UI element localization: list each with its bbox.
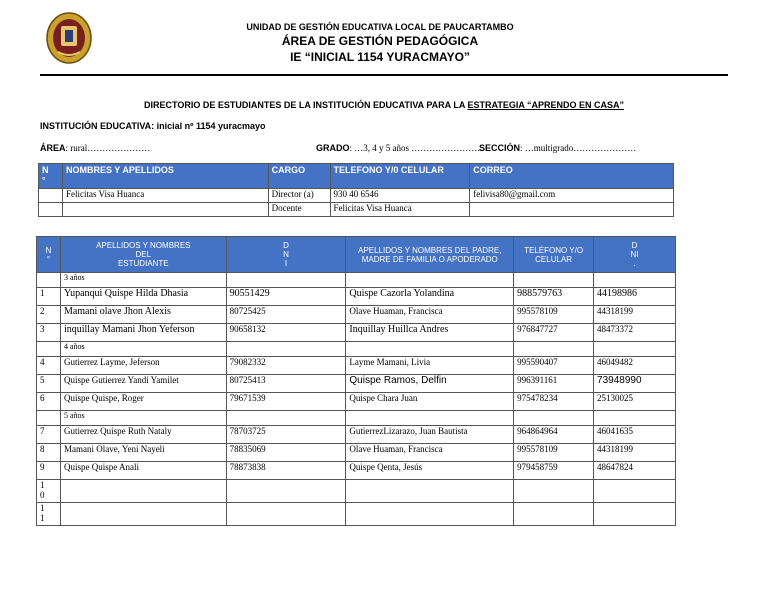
staff-header-row	[39, 164, 674, 189]
header-school: IE “INICIAL 1154 YURACMAYO”	[290, 50, 470, 64]
phone: 996391161	[514, 375, 594, 393]
phone: 995578109	[514, 306, 594, 324]
staff-cell: felivisa80@gmail.com	[470, 189, 674, 203]
parent-name: GutierrezLizarazo, Juan Bautista	[346, 426, 514, 444]
parent-dni	[594, 503, 676, 526]
staff-cell	[62, 203, 268, 217]
staff-table	[38, 163, 674, 217]
staff-col-phone: TELEFONO Y/0 CELULAR	[330, 164, 470, 189]
parent-dni	[594, 480, 676, 503]
area-field: ÁREA: rural…………………	[40, 143, 151, 153]
table-row	[37, 444, 676, 462]
student-dni	[226, 503, 346, 526]
row-number: 7	[37, 426, 61, 444]
parent-name: Quispe Qenta, Jesús	[346, 462, 514, 480]
table-row	[37, 480, 676, 503]
section-label: 5 años	[60, 411, 226, 426]
students-col-dni2: D NI .	[594, 237, 676, 273]
table-row	[37, 426, 676, 444]
table-row	[37, 288, 676, 306]
staff-cell: Docente	[268, 203, 330, 217]
staff-cell	[470, 203, 674, 217]
student-name	[60, 480, 226, 503]
staff-col-email: CORREO	[470, 164, 674, 189]
phone: 975478234	[514, 393, 594, 411]
table-row	[37, 357, 676, 375]
parent-dni: 48473372	[594, 324, 676, 342]
student-dni	[226, 480, 346, 503]
phone: 995578109	[514, 444, 594, 462]
table-row	[37, 462, 676, 480]
staff-cell: Felicitas Visa Huanca	[330, 203, 470, 217]
directory-title: DIRECTORIO DE ESTUDIANTES DE LA INSTITUCIÓN EDUCATIVA PARA LA ESTRATEGIA “APRENDO EN CASA”	[143, 100, 625, 110]
student-name: Mamani olave Jhon Alexis	[60, 306, 226, 324]
student-name: Quispe Gutierrez Yandi Yamilet	[60, 375, 226, 393]
students-table	[36, 236, 676, 526]
phone	[514, 480, 594, 503]
grado-field: GRADO: …3, 4 y 5 años ……………………	[316, 143, 484, 153]
student-name	[60, 503, 226, 526]
parent-name	[346, 480, 514, 503]
row-number: 8	[37, 444, 61, 462]
section-label: 3 años	[60, 273, 226, 288]
staff-col-name: NOMBRES Y APELLIDOS	[62, 164, 268, 189]
institution-line: INSTITUCIÓN EDUCATIVA: inicial nº 1154 yuracmayo	[40, 121, 266, 131]
students-header-row	[37, 237, 676, 273]
parent-dni: 73948990	[594, 375, 676, 393]
row-number: 3	[37, 324, 61, 342]
parent-name: Olave Huaman, Francisca	[346, 444, 514, 462]
section-row	[37, 411, 676, 426]
parent-name: Quispe Ramos, Delfin	[346, 375, 514, 393]
staff-col-n: N °	[39, 164, 63, 189]
parent-name: Quispe Chara Juan	[346, 393, 514, 411]
student-name: Gutierrez Quispe Ruth Nataly	[60, 426, 226, 444]
parent-dni: 44318199	[594, 306, 676, 324]
parent-name: Layme Mamani, Livia	[346, 357, 514, 375]
phone: 976847727	[514, 324, 594, 342]
phone: 979458759	[514, 462, 594, 480]
row-number: 1 0	[37, 480, 61, 503]
student-dni: 78835069	[226, 444, 346, 462]
table-row	[37, 375, 676, 393]
student-dni: 78873838	[226, 462, 346, 480]
parent-dni: 44198986	[594, 288, 676, 306]
student-name: Gutierrez Layme, Jeferson	[60, 357, 226, 375]
students-col-n: N °	[37, 237, 61, 273]
parent-name: Quispe Cazorla Yolandina	[346, 288, 514, 306]
students-col-name: APELLIDOS Y NOMBRES DEL ESTUDIANTE	[60, 237, 226, 273]
phone: 988579763	[514, 288, 594, 306]
student-dni: 79671539	[226, 393, 346, 411]
staff-cell: 930 40 6546	[330, 189, 470, 203]
table-row	[37, 393, 676, 411]
parent-dni: 46041635	[594, 426, 676, 444]
student-name: Mamani Olave, Yeni Nayeli	[60, 444, 226, 462]
parent-dni: 46049482	[594, 357, 676, 375]
header-area: ÁREA DE GESTIÓN PEDAGÓGICA	[281, 34, 479, 48]
parent-dni: 48647824	[594, 462, 676, 480]
row-number: 4	[37, 357, 61, 375]
row-number: 5	[37, 375, 61, 393]
row-number: 6	[37, 393, 61, 411]
student-dni: 90658132	[226, 324, 346, 342]
row-number: 1 1	[37, 503, 61, 526]
seccion-field: SECCIÓN: …multigrado…………………	[479, 143, 637, 153]
parent-name: Olave Huaman, Francisca	[346, 306, 514, 324]
staff-cell	[39, 203, 63, 217]
parent-name	[346, 503, 514, 526]
students-col-dni: D N I	[226, 237, 346, 273]
row-number: 2	[37, 306, 61, 324]
table-row	[37, 306, 676, 324]
student-dni: 90551429	[226, 288, 346, 306]
staff-row	[39, 189, 674, 203]
staff-col-cargo: CARGO	[268, 164, 330, 189]
section-row	[37, 273, 676, 288]
header-divider	[40, 74, 728, 76]
parent-name: Inquillay Huillca Andres	[346, 324, 514, 342]
student-dni: 79082332	[226, 357, 346, 375]
school-crest-logo	[46, 12, 92, 64]
section-label: 4 años	[60, 342, 226, 357]
student-dni: 80725413	[226, 375, 346, 393]
phone: 995590407	[514, 357, 594, 375]
parent-dni: 44318199	[594, 444, 676, 462]
students-col-parent: APELLIDOS Y NOMBRES DEL PADRE, MADRE DE FAMILIA O APODERADO	[346, 237, 514, 273]
student-dni: 78703725	[226, 426, 346, 444]
staff-cell	[39, 189, 63, 203]
header-ugel: UNIDAD DE GESTIÓN EDUCATIVA LOCAL DE PAUCARTAMBO	[246, 22, 514, 32]
student-name: Yupanqui Quispe Hilda Dhasia	[60, 288, 226, 306]
section-row	[37, 342, 676, 357]
table-row	[37, 324, 676, 342]
row-number: 1	[37, 288, 61, 306]
staff-cell: Felicitas Visa Huanca	[62, 189, 268, 203]
row-number: 9	[37, 462, 61, 480]
table-row	[37, 503, 676, 526]
student-dni: 80725425	[226, 306, 346, 324]
student-name: Quispe Quispe, Roger	[60, 393, 226, 411]
staff-cell: Director (a)	[268, 189, 330, 203]
phone: 964864964	[514, 426, 594, 444]
phone	[514, 503, 594, 526]
staff-row	[39, 203, 674, 217]
students-col-phone: TELÉFONO Y/O CELULAR	[514, 237, 594, 273]
student-name: Quispe Quispe Anali	[60, 462, 226, 480]
parent-dni: 25130025	[594, 393, 676, 411]
student-name: inquillay Mamani Jhon Yeferson	[60, 324, 226, 342]
